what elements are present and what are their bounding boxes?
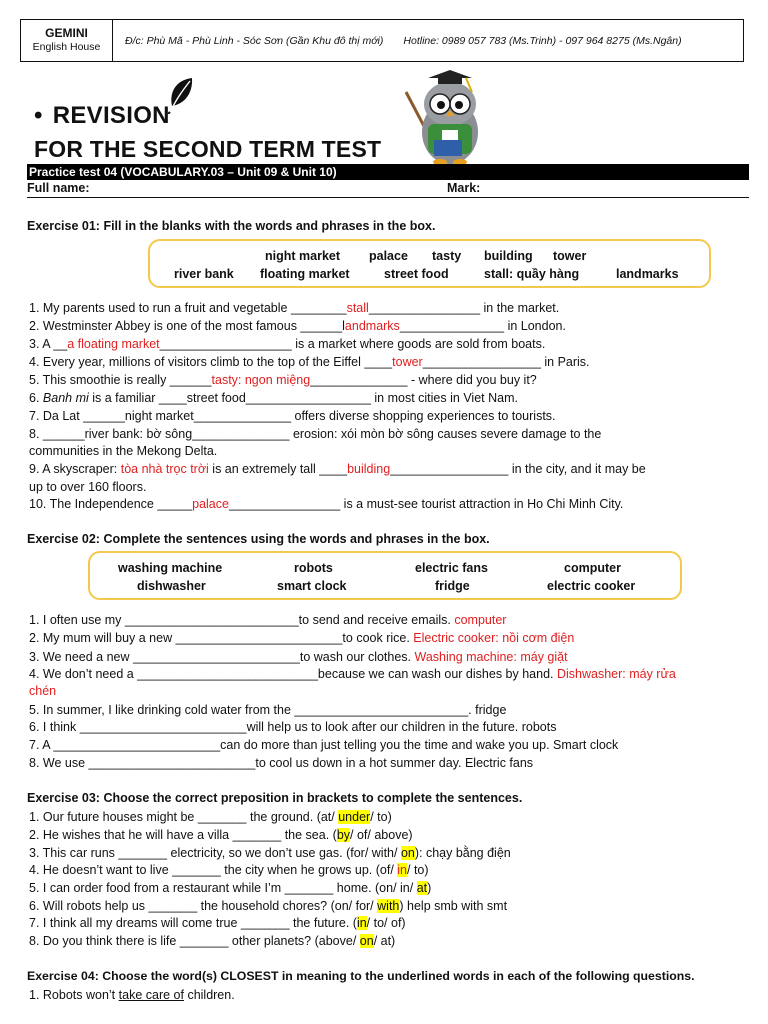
ex2-line-2: [29, 629, 574, 647]
answer-text: tower: [392, 355, 423, 369]
word-box-item: dishwasher: [137, 579, 206, 593]
leaf-icon: [166, 76, 196, 114]
answer-text: tasty: ngon miệng: [211, 373, 311, 387]
line-text: 10. The Independence _____: [29, 497, 193, 511]
brand-name: GEMINI: [45, 26, 88, 41]
word-box-item: computer: [564, 561, 621, 575]
exercise-02-title: Exercise 02: Complete the sentences using the words and phrases in the box.: [27, 532, 490, 546]
contact-info: [113, 20, 743, 61]
ex2-line-3: [29, 648, 568, 666]
answer-text: stall: [346, 301, 369, 315]
line-text: is a familiar ____street food__________________ in most cities in Viet Nam.: [88, 391, 518, 405]
brand-subtitle: English House: [32, 41, 101, 54]
word-box-item: palace: [369, 249, 408, 263]
ex3-line-8: [29, 932, 395, 950]
underlined-phrase: take care of: [118, 988, 184, 1002]
ex3-line-7: [29, 914, 406, 932]
line-text: / to): [370, 810, 392, 824]
exercise-03-title: Exercise 03: Choose the correct preposition in brackets to complete the sentences.: [27, 791, 523, 805]
line-text: / to/ of): [366, 916, 406, 930]
exercise-04-title: Exercise 04: Choose the word(s) CLOSEST in meaning to the underlined words in each of the following questions.: [27, 969, 695, 983]
ex3-line-2: [29, 826, 413, 844]
line-text: is an extremely tall ____: [208, 462, 348, 476]
line-text: 3. A __: [29, 337, 68, 351]
answer-text: Washing machine: máy giặt: [414, 650, 568, 664]
heading-bullet: •: [34, 102, 43, 129]
line-text: / at): [373, 934, 396, 948]
answer-text: computer: [454, 613, 507, 627]
name-mark-row: [27, 181, 749, 198]
line-text: 5. In summer, I like drinking cold water from the _________________________. fridge: [29, 703, 507, 717]
line-text: 1. I often use my _________________________to send and receive emails.: [29, 613, 455, 627]
line-text: 4. He doesn’t want to live _______ the city when he grows up. (of/: [29, 863, 398, 877]
word-box-item: building: [484, 249, 533, 263]
line-text: 1. Our future houses might be _______ the ground. (at/: [29, 810, 339, 824]
line-text: 7. I think all my dreams will come true _______ the future. (: [29, 916, 357, 930]
highlighted-answer: in: [356, 916, 367, 930]
line-text: 2. Westminster Abbey is one of the most famous ______l: [29, 319, 345, 333]
line-text: ___________________ is a market where goods are sold from boats.: [159, 337, 546, 351]
answer-text: building: [347, 462, 391, 476]
line-text: ): [427, 881, 432, 895]
line-text: ______________ - where did you buy it?: [310, 373, 537, 387]
full-name-label: Full name:: [27, 181, 90, 195]
revision-heading: [34, 102, 170, 130]
ex1-line-9-cont: [29, 478, 146, 496]
line-text: 5. I can order food from a restaurant while I’m _______ home. (on/ in/: [29, 881, 417, 895]
line-text: 8. Do you think there is life _______ other planets? (above/: [29, 934, 360, 948]
line-text: 8. We use ________________________to cool us down in a hot summer day. Electric fans: [29, 756, 534, 770]
exercise-01-title: Exercise 01: Fill in the blanks with the words and phrases in the box.: [27, 219, 436, 233]
word-box-item: river bank: [174, 267, 234, 281]
line-text: ________________ is a must-see tourist attraction in Ho Chi Minh City.: [228, 497, 624, 511]
exercise-02-word-box: [88, 551, 682, 600]
ex2-line-5: [29, 701, 506, 719]
ex2-line-6: [29, 718, 556, 736]
line-text: 6. Will robots help us _______ the household chores? (on/ for/: [29, 899, 378, 913]
line-text: 4. We don’t need a __________________________because we can wash our dishes by hand.: [29, 667, 557, 681]
line-text: _________________ in the city, and it may be: [390, 462, 646, 476]
ex2-line-8: [29, 754, 533, 772]
answer-text: a floating market: [67, 337, 160, 351]
brand-block: [21, 20, 113, 61]
ex1-line-1: [29, 299, 559, 317]
line-text: 3. We need a new ________________________to wash our clothes.: [29, 650, 415, 664]
word-box-item: floating market: [260, 267, 350, 281]
word-box-item: robots: [294, 561, 333, 575]
highlighted-answer: in: [397, 863, 408, 877]
ex3-line-3: [29, 844, 511, 862]
ex2-line-1: [29, 611, 506, 629]
word-box-item: stall: quầy hàng: [484, 267, 580, 281]
hotline-text: Hotline: 0989 057 783 (Ms.Trinh) - 097 964 8275 (Ms.Ngân): [403, 34, 682, 47]
word-box-item: smart clock: [277, 579, 347, 593]
ex1-line-5: [29, 371, 537, 389]
line-text: 1. Robots won’t: [29, 988, 119, 1002]
answer-text: Dishwasher: máy rửa: [556, 667, 676, 681]
line-text: / of/ above): [350, 828, 413, 842]
address-text: Đ/c: Phù Mã - Phù Linh - Sóc Sơn (Gần Khu đô thị mới): [125, 34, 384, 47]
line-text: 7. Da Lat ______night market______________ offers diverse shopping experiences to tourists.: [29, 409, 556, 423]
answer-text: andmarks: [344, 319, 400, 333]
word-box-item: street food: [384, 267, 449, 281]
word-box-item: landmarks: [616, 267, 679, 281]
highlighted-answer: with: [377, 899, 400, 913]
answer-text: chén: [29, 684, 57, 698]
line-text: children.: [183, 988, 235, 1002]
highlighted-answer: on: [359, 934, 374, 948]
ex1-line-2: [29, 317, 566, 335]
line-text: 2. My mum will buy a new ________________________to cook rice.: [29, 631, 414, 645]
ex2-line-7: [29, 736, 618, 754]
word-box-item: electric fans: [415, 561, 488, 575]
line-text: 5. This smoothie is really ______: [29, 373, 212, 387]
line-text: 6. I think ________________________will help us to look after our children in the future. robots: [29, 720, 557, 734]
ex1-line-10: [29, 495, 623, 513]
page-title: FOR THE SECOND TERM TEST: [34, 136, 382, 162]
ex3-line-6: [29, 897, 507, 915]
word-box-item: electric cooker: [547, 579, 636, 593]
line-text: 1. My parents used to run a fruit and vegetable ________: [29, 301, 347, 315]
word-box-item: tasty: [432, 249, 462, 263]
word-box-item: washing machine: [118, 561, 223, 575]
line-text: / to): [407, 863, 429, 877]
practice-test-bar: Practice test 04 (VOCABULARY.03 – Unit 09 & Unit 10): [27, 164, 749, 180]
mark-label: Mark:: [447, 181, 481, 195]
ex1-line-7: [29, 407, 556, 425]
answer-text: tòa nhà trọc trời: [120, 462, 209, 476]
line-text: up to over 160 floors.: [29, 480, 147, 494]
line-text: ) help smb with smt: [399, 899, 508, 913]
answer-text: palace: [192, 497, 229, 511]
revision-text: REVISION: [52, 102, 170, 129]
line-text: _______________ in London.: [399, 319, 566, 333]
ex2-line-4-cont: [29, 682, 56, 700]
line-text: 2. He wishes that he will have a villa _______ the sea. (: [29, 828, 337, 842]
highlighted-answer: by: [336, 828, 351, 842]
line-text: 9. A skyscraper:: [29, 462, 121, 476]
highlighted-answer: on: [400, 846, 415, 860]
ex1-line-3: [29, 335, 545, 353]
ex1-line-4: [29, 353, 590, 371]
ex4-line-1: [29, 986, 235, 1004]
ex1-line-8: [29, 425, 601, 443]
line-text: ): chạy bằng điện: [414, 846, 511, 860]
ex1-line-8-cont: [29, 442, 217, 460]
word-box-item: night market: [265, 249, 341, 263]
line-text: 3. This car runs _______ electricity, so we don’t use gas. (for/ with/: [29, 846, 401, 860]
ex3-line-4: [29, 861, 429, 879]
header-box: [20, 19, 744, 62]
highlighted-answer: at: [416, 881, 428, 895]
ex1-line-9: [29, 460, 646, 478]
highlighted-answer: under: [338, 810, 371, 824]
exercise-01-word-box: [148, 239, 711, 288]
line-text: 8. ______river bank: bờ sông______________ erosion: xói mòn bờ sông causes severe damage to the: [29, 427, 602, 441]
line-text: 4. Every year, millions of visitors climb to the top of the Eiffel ____: [29, 355, 393, 369]
owl-teacher-illustration: [398, 70, 488, 166]
word-box-item: fridge: [435, 579, 470, 593]
ex3-line-5: [29, 879, 431, 897]
ex2-line-4: [29, 665, 676, 683]
answer-text: Electric cooker: nồi cơm điện: [413, 631, 575, 645]
word-box-item: tower: [553, 249, 587, 263]
line-text: _________________ in Paris.: [422, 355, 590, 369]
line-text: communities in the Mekong Delta.: [29, 444, 218, 458]
line-text: 6.: [29, 391, 43, 405]
ex3-line-1: [29, 808, 392, 826]
line-text: ________________ in the market.: [368, 301, 560, 315]
italic-text: Banh mi: [42, 391, 89, 405]
line-text: 7. A ________________________can do more than just telling you the time and wake you up. Smart clock: [29, 738, 619, 752]
ex1-line-6: [29, 389, 518, 407]
